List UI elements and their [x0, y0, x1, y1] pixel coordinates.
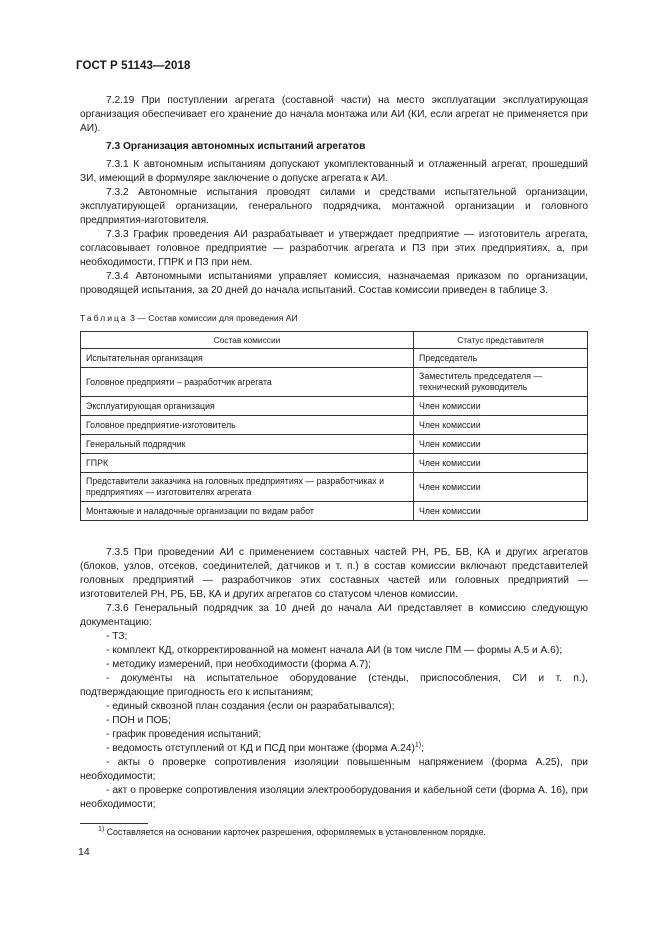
table-row — [81, 454, 588, 473]
table-row — [81, 368, 588, 397]
section-after-table — [80, 546, 588, 812]
footnote — [98, 827, 486, 837]
list-item-end: ; — [421, 743, 424, 754]
table-cell-status: Член комиссии — [414, 397, 588, 416]
table-row — [81, 473, 588, 502]
table-cell-status: Член комиссии — [414, 502, 588, 521]
table-row — [81, 502, 588, 521]
page-number: 14 — [78, 846, 90, 858]
paragraph-7-3-2: 7.3.2 Автономные испытания проводят силами и средствами испытательной организации, эксплуатирующей организации, генерального подрядчика, монтажной организации и головного предприятия-изготовителя. — [80, 187, 588, 226]
table-caption — [80, 313, 298, 323]
table-cell-member: Головное предприяти – разработчик агрегата — [81, 368, 414, 397]
table-cell-status: Член комиссии — [414, 454, 588, 473]
footnote-text: Составляется на основании карточек разрешения, оформляемых в установленном порядке. — [106, 827, 486, 837]
footnote-divider — [80, 823, 148, 824]
intro-block — [80, 94, 588, 136]
paragraph-7-3-5: 7.3.5 При проведении АИ с применением составных частей РН, РБ, БВ, КА и других агрегатов (блоков, узлов, отсеков, соединителей, датчиков и т. п.) в состав комиссии включают представителей головных предприятий — разработчиков этих составных частей или головных предприятий — изготовителей РН, РБ, БВ, КА и других агрегатов со статусом членов комиссии. — [80, 547, 588, 600]
paragraph-7-3-6: 7.3.6 Генеральный подрядчик за 10 дней до начала АИ представляет в комиссию следующую документацию: — [80, 603, 588, 628]
table-cell-member: Испытательная организация — [81, 349, 414, 368]
table-cell-member: Представители заказчика на головных предприятиях — разработчиках и предприятиях — изготовителях агрегата — [81, 473, 414, 502]
table-cell-status: Член комиссии — [414, 473, 588, 502]
commission-table — [80, 331, 588, 521]
table-cell-status: Председатель — [414, 349, 588, 368]
list-item: - акт о проверке сопротивления изоляции электрооборудования и кабельной сети (форма А. 16), при необходимости; — [80, 785, 588, 810]
paragraph-7-2-19: 7.2.19 При поступлении агрегата (составной части) на место эксплуатации эксплуатирующая организация обеспечивает его хранение до начала монтажа или АИ (КИ, если агрегат не применяется при АИ). — [80, 95, 588, 134]
table-cell-status: Член комиссии — [414, 435, 588, 454]
section-7-3 — [80, 140, 588, 298]
table-header-cell: Состав комиссии — [81, 332, 414, 349]
table-row — [81, 349, 588, 368]
table-row — [81, 416, 588, 435]
table-caption-label: Таблица — [80, 313, 128, 323]
table-cell-member: Монтажные и наладочные организации по видам работ — [81, 502, 414, 521]
list-item — [80, 742, 588, 756]
table-header-row — [81, 332, 588, 349]
list-item: - единый сквозной план создания (если он разрабатывался); — [106, 701, 395, 712]
table-cell-member: Эксплуатирующая организация — [81, 397, 414, 416]
table-cell-member: Головное предприятие-изготовитель — [81, 416, 414, 435]
document-header: ГОСТ Р 51143—2018 — [76, 60, 191, 72]
list-item-text: - ведомость отступлений от КД и ПСД при монтаже (форма А.24) — [106, 743, 415, 754]
section-heading: 7.3 Организация автономных испытаний агрегатов — [106, 141, 366, 152]
list-item: - комплект КД, откорректированной на момент начала АИ (в том числе ПМ — формы А.5 и А.6); — [106, 645, 563, 656]
list-item: - график проведения испытаний; — [106, 729, 262, 740]
footnote-reference: 1) — [414, 742, 422, 749]
footnote-mark: 1) — [98, 826, 105, 833]
list-item: - документы на испытательное оборудование (стенды, приспособления, СИ и т. п.), подтверждающие пригодность его к испытаниям; — [80, 673, 588, 698]
paragraph-7-3-3: 7.3.3 График проведения АИ разрабатывает и утверждает предприятие — изготовитель агрегата, согласовывает головное предприятие — разработчик агрегата и ПЗ при этих предприятиях, а, при необходимости, ГПРК и ПЗ при нем. — [80, 229, 588, 268]
table-caption-text: 3 — Состав комиссии для проведения АИ — [130, 313, 298, 323]
table-row — [81, 435, 588, 454]
paragraph-7-3-4: 7.3.4 Автономными испытаниями управляет комиссия, назначаемая приказом по организации, проводящей испытания, за 20 дней до начала испытаний. Состав комиссии приведен в таблице 3. — [80, 271, 588, 296]
table-cell-member: Генеральный подрядчик — [81, 435, 414, 454]
list-item: - ПОН и ПОБ; — [106, 715, 171, 726]
table-row — [81, 397, 588, 416]
table-cell-status: Заместитель председателя — технический руководитель — [414, 368, 588, 397]
table-cell-member: ГПРК — [81, 454, 414, 473]
list-item: - методику измерений, при необходимости (форма А.7); — [106, 659, 371, 670]
table-cell-status: Член комиссии — [414, 416, 588, 435]
list-item: - акты о проверке сопротивления изоляции повышенным напряжением (форма А.25), при необходимости; — [80, 757, 588, 782]
paragraph-7-3-1: 7.3.1 К автономным испытаниям допускают укомплектованный и отлаженный агрегат, прошедший ЗИ, имеющий в формуляре заключение о допуске агрегата к АИ. — [80, 159, 588, 184]
table-header-cell: Статус представителя — [414, 332, 588, 349]
list-item: - ТЗ; — [106, 631, 128, 642]
